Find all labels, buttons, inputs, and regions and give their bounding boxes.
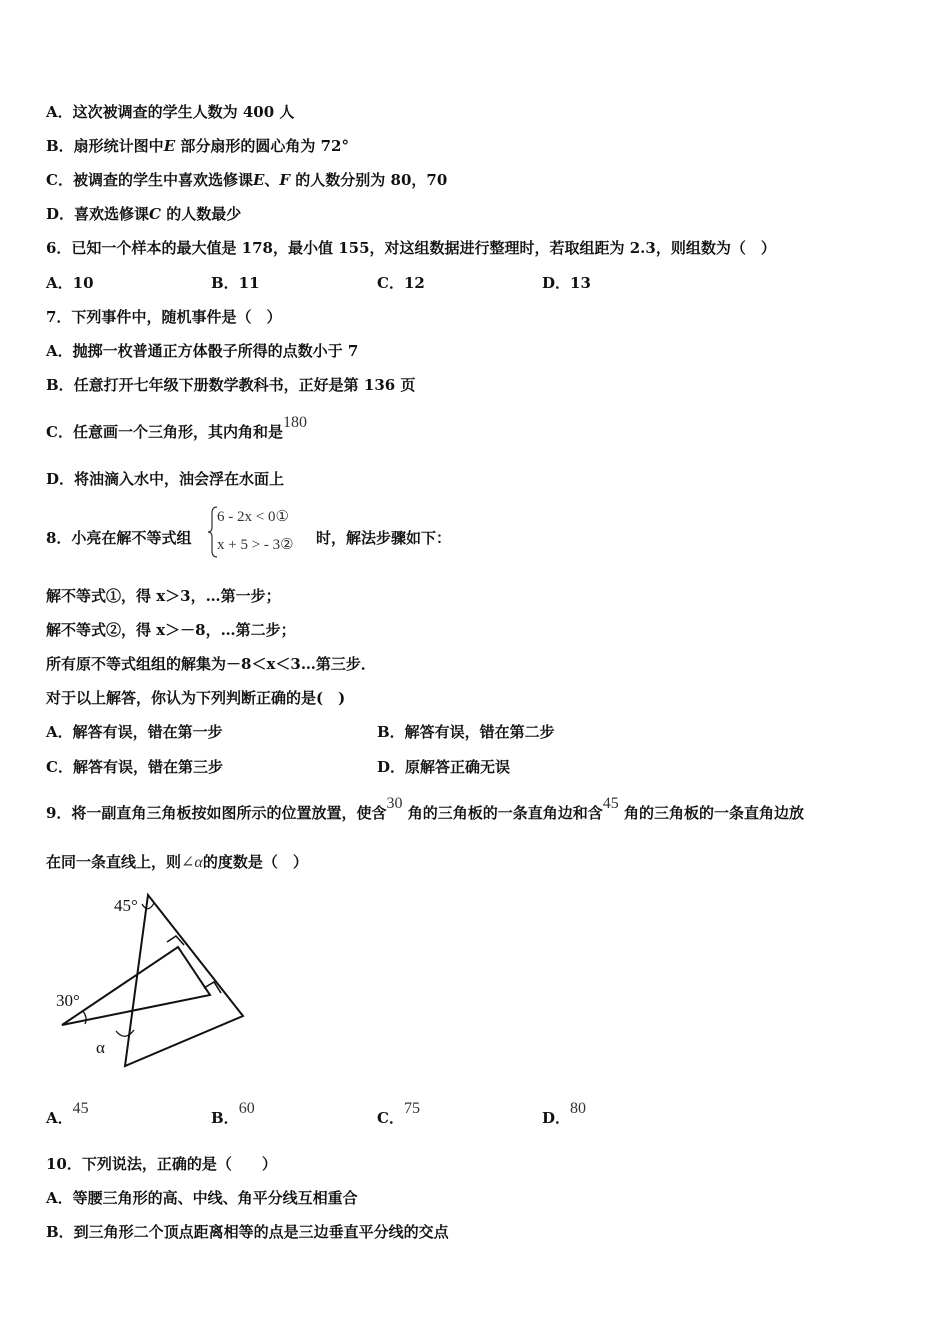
q9-option-d-value: 80 <box>570 1100 587 1117</box>
q8-inequality-1: 6 - 2x < 0① <box>217 509 289 525</box>
q7-option-b: B．任意打开七年级下册数学教科书，正好是第 136 页 <box>46 376 416 394</box>
q5-option-c: C．被调查的学生中喜欢选修课E、F 的人数分别为 80，70 <box>46 171 448 189</box>
q7-math-180: 180 <box>282 414 307 431</box>
q7-stem: 7．下列事件中，随机事件是（ ） <box>46 308 282 326</box>
label-alpha: α <box>96 1038 105 1057</box>
q9-option-b-value: 60 <box>238 1100 255 1117</box>
q6-option-b: B．11 <box>211 274 260 292</box>
q8-question: 对于以上解答，你认为下列判断正确的是( ) <box>46 689 346 707</box>
q8-option-a: A．解答有误，错在第一步 <box>46 723 223 741</box>
q5-option-b: B．扇形统计图中E 部分扇形的圆心角为 72° <box>46 137 349 155</box>
q6-stem: 6．已知一个样本的最大值是 178，最小值 155，对这组数据进行整理时，若取组距为 2.3，则组数为（ ） <box>46 239 776 257</box>
q9-option-b: B．60 <box>211 1100 255 1127</box>
label-30-degree: 30° <box>56 991 80 1010</box>
q9-option-d: D．80 <box>542 1100 587 1127</box>
q9-stem-line1: 9．将一副直角三角板按如图所示的位置放置，使含30 角的三角板的一条直角边和含45 角的三角板的一条直角边放 <box>46 795 804 822</box>
q8-step-1: 解不等式①，得 x＞3，…第一步； <box>46 587 281 605</box>
q8-step-2: 解不等式②，得 x＞－8，…第二步； <box>46 621 296 639</box>
label-45-degree: 45° <box>114 896 138 915</box>
q8-stem-pre: 8．小亮在解不等式组 <box>46 529 192 547</box>
q8-step-3: 所有原不等式组组的解集为－8＜x＜3…第三步． <box>46 655 376 673</box>
q9-stem-line2: 在同一条直线上，则∠α的度数是（ ） <box>46 853 308 871</box>
q6-option-c: C．12 <box>377 274 425 292</box>
q10-option-a: A．等腰三角形的高、中线、角平分线互相重合 <box>46 1189 358 1207</box>
q9-option-c: C．75 <box>377 1100 420 1127</box>
q8-option-d: D．原解答正确无误 <box>377 758 511 776</box>
q9-option-a-value: 45 <box>72 1100 89 1117</box>
q8-inequality-system <box>207 505 317 559</box>
q9-option-c-value: 75 <box>403 1100 420 1117</box>
q7-option-c: C．任意画一个三角形，其内角和是180 <box>46 414 307 441</box>
angle-arc-alpha <box>116 1030 134 1036</box>
q9-math-alpha: ∠α <box>181 854 203 871</box>
q8-option-c: C．解答有误，错在第三步 <box>46 758 223 776</box>
q6-option-d: D．13 <box>542 274 591 292</box>
q6-option-a: A．10 <box>46 274 94 292</box>
q5-option-d: D．喜欢选修课C 的人数最少 <box>46 205 242 223</box>
angle-arc-45 <box>142 903 154 909</box>
q8-inequality-2: x + 5 > - 3② <box>217 537 294 553</box>
q9-math-45: 45 <box>602 795 619 812</box>
q8-stem-post: 时，解法步骤如下： <box>316 529 452 547</box>
q10-option-b: B．到三角形二个顶点距离相等的点是三边垂直平分线的交点 <box>46 1223 449 1241</box>
angle-arc-30 <box>83 1011 86 1024</box>
q8-option-b: B．解答有误，错在第二步 <box>377 723 555 741</box>
q7-option-a: A．抛掷一枚普通正方体骰子所得的点数小于 7 <box>46 342 359 360</box>
q9-math-30: 30 <box>386 795 403 812</box>
triangle-45 <box>125 895 243 1066</box>
q10-stem: 10．下列说法，正确的是（ ） <box>46 1155 277 1173</box>
q7-option-d: D．将油滴入水中，油会浮在水面上 <box>46 470 285 488</box>
q9-option-a: A．45 <box>46 1100 89 1127</box>
q9-triangle-figure <box>50 890 250 1072</box>
q5-option-a: A．这次被调查的学生人数为 400 人 <box>46 103 295 121</box>
